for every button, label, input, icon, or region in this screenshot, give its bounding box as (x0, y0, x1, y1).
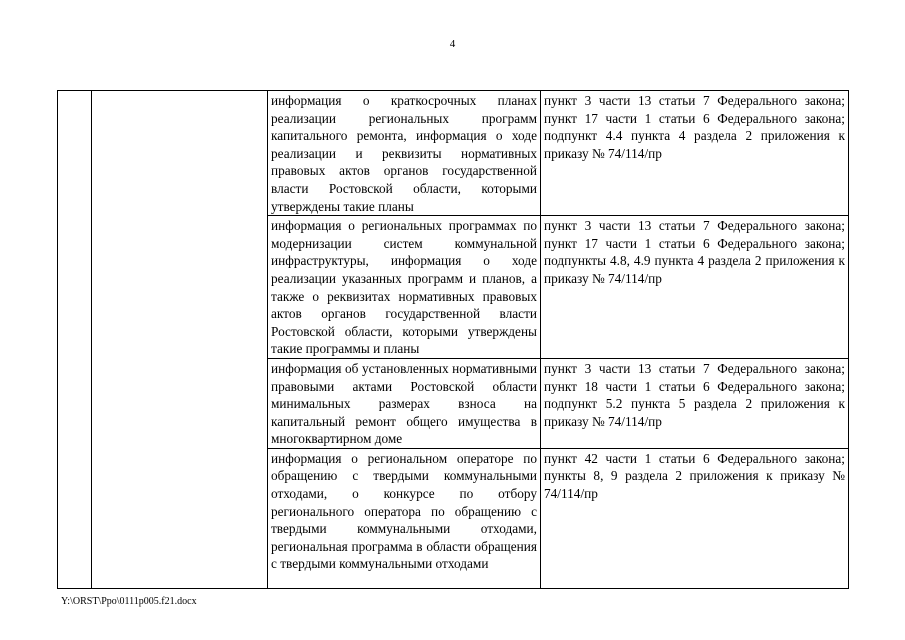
name-cell (92, 91, 268, 589)
document-table (57, 90, 849, 589)
table-row (58, 91, 849, 216)
basis-cell: пункт 3 части 13 статьи 7 Федерального закона; пункт 18 части 1 статьи 6 Федерального закона; подпункт 5.2 пункта 5 раздела 2 приложения к приказу № 74/114/пр (541, 358, 849, 448)
file-path-footer: Y:\ORST\Ppo\0111p005.f21.docx (61, 596, 197, 607)
page-number: 4 (449, 38, 456, 50)
info-cell: информация о краткосрочных планах реализации региональных программ капитального ремонта, информация о ходе реализации и реквизиты нормативных правовых актов органов государственной власти Ростовской области, которыми утверждены такие планы (268, 91, 541, 216)
number-cell (58, 91, 92, 589)
info-cell: информация о региональном операторе по обращению с твердыми коммунальными отходами, о конкурсе по отбору регионального оператора по обращению с твердыми коммунальными отходами, региональная программа в области обращения с твердыми коммунальными отходами (268, 448, 541, 588)
basis-cell: пункт 42 части 1 статьи 6 Федерального закона; пункты 8, 9 раздела 2 приложения к приказу № 74/114/пр (541, 448, 849, 588)
basis-cell: пункт 3 части 13 статьи 7 Федерального закона; пункт 17 части 1 статьи 6 Федерального закона; подпункт 4.4 пункта 4 раздела 2 приложения к приказу № 74/114/пр (541, 91, 849, 216)
info-cell: информация о региональных программах по модернизации систем коммунальной инфраструктуры, информация о ходе реализации указанных программ и планов, а также о реквизитах нормативных правовых актов органов государственной власти Ростовской области, которыми утверждены такие программы и планы (268, 216, 541, 359)
info-cell: информация об установленных нормативными правовыми актами Ростовской области минимальных размерах взноса на капитальный ремонт общего имущества в многоквартирном доме (268, 358, 541, 448)
basis-cell: пункт 3 части 13 статьи 7 Федерального закона; пункт 17 части 1 статьи 6 Федерального закона; подпункты 4.8, 4.9 пункта 4 раздела 2 приложения к приказу № 74/114/пр (541, 216, 849, 359)
